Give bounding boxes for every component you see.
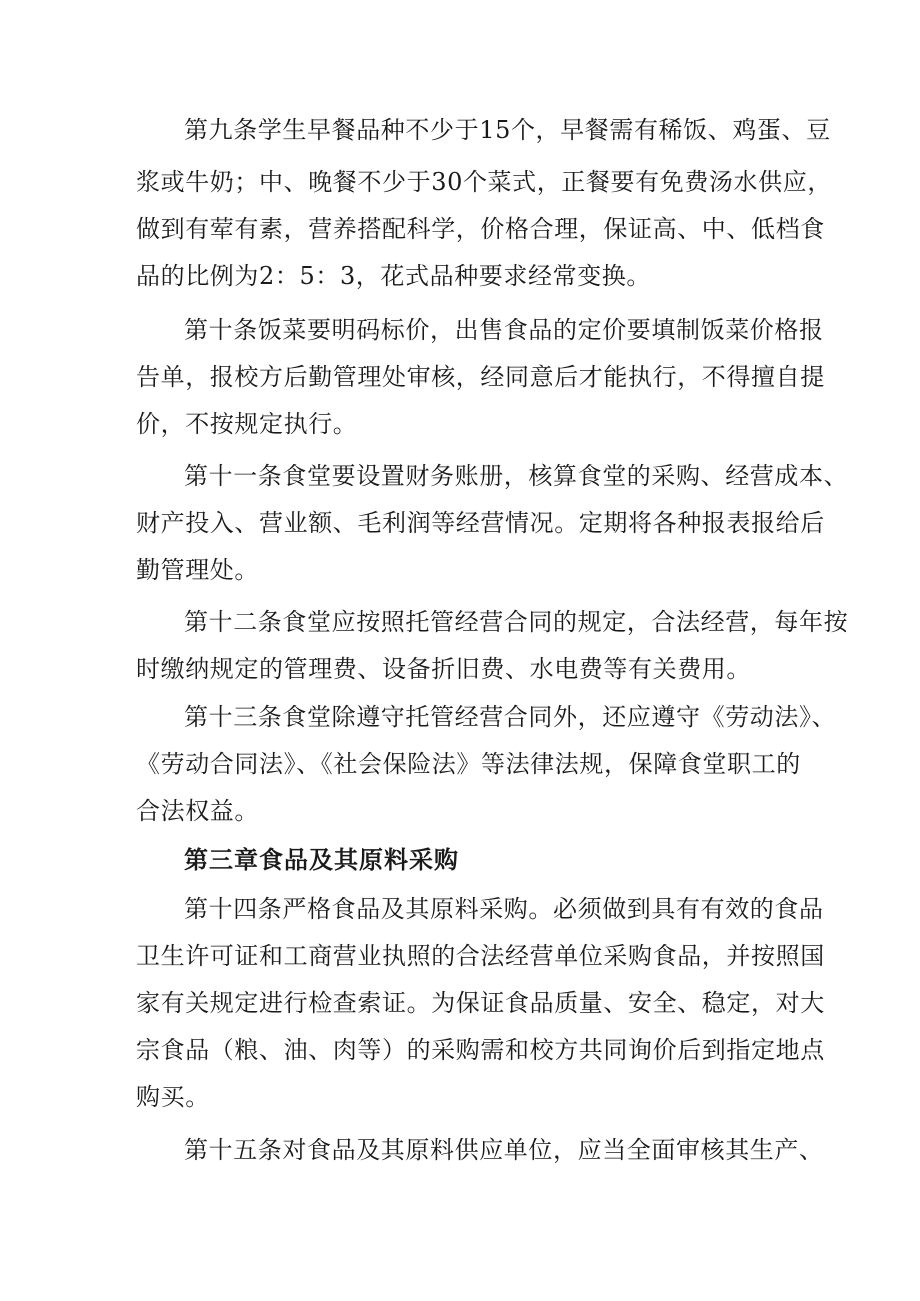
article-14-line-3: 家有关规定进行检查索证。为保证食品质量、安全、稳定，对大 [136, 989, 825, 1017]
article-10-line-2: 告单，报校方后勤管理处审核，经同意后才能执行，不得擅自提 [136, 363, 825, 391]
article-13-line-1: 第十三条食堂除遵守托管经营合同外，还应遵守《劳动法》、 [184, 703, 837, 731]
article-12-line-2: 时缴纳规定的管理费、设备折旧费、水电费等有关费用。 [136, 655, 751, 683]
article-14-line-2: 卫生许可证和工商营业执照的合法经营单位采购食品，并按照国 [136, 942, 825, 970]
article-9-line-3: 做到有荤有素，营养搭配科学，价格合理，保证高、中、低档食 [136, 215, 825, 243]
article-10-line-1: 第十条饭菜要明码标价，出售食品的定价要填制饭菜价格报 [184, 316, 824, 344]
article-9-line-4: 品的比例为2：5：3，花式品种要求经常变换。 [136, 262, 652, 290]
article-13-line-3: 合法权益。 [136, 797, 259, 825]
article-14-line-5: 购买。 [136, 1083, 210, 1111]
article-15-line-1: 第十五条对食品及其原料供应单位，应当全面审核其生产、 [184, 1136, 824, 1164]
article-11-line-3: 勤管理处。 [136, 556, 259, 584]
article-12-line-1: 第十二条食堂应按照托管经营合同的规定，合法经营，每年按 [184, 608, 849, 636]
article-9-line-1: 第九条学生早餐品种不少于15个，早餐需有稀饭、鸡蛋、豆 [184, 116, 831, 144]
article-14-line-1: 第十四条严格食品及其原料采购。必须做到具有有效的食品 [184, 895, 824, 923]
article-14-line-4: 宗食品（粮、油、肉等）的采购需和校方共同询价后到指定地点 [136, 1036, 825, 1064]
article-13-line-2: 《劳动合同法》、《社会保险法》等法律法规，保障食堂职工的 [136, 750, 801, 778]
chapter-3-heading: 第三章食品及其原料采购 [184, 846, 459, 874]
article-11-line-1: 第十一条食堂要设置财务账册，核算食堂的采购、经营成本、 [184, 462, 849, 490]
article-9-line-2: 浆或牛奶；中、晚餐不少于30个菜式，正餐要有免费汤水供应， [136, 168, 832, 196]
article-10-line-3: 价，不按规定执行。 [136, 410, 358, 438]
article-11-line-2: 财产投入、营业额、毛利润等经营情况。定期将各种报表报给后 [136, 509, 825, 537]
